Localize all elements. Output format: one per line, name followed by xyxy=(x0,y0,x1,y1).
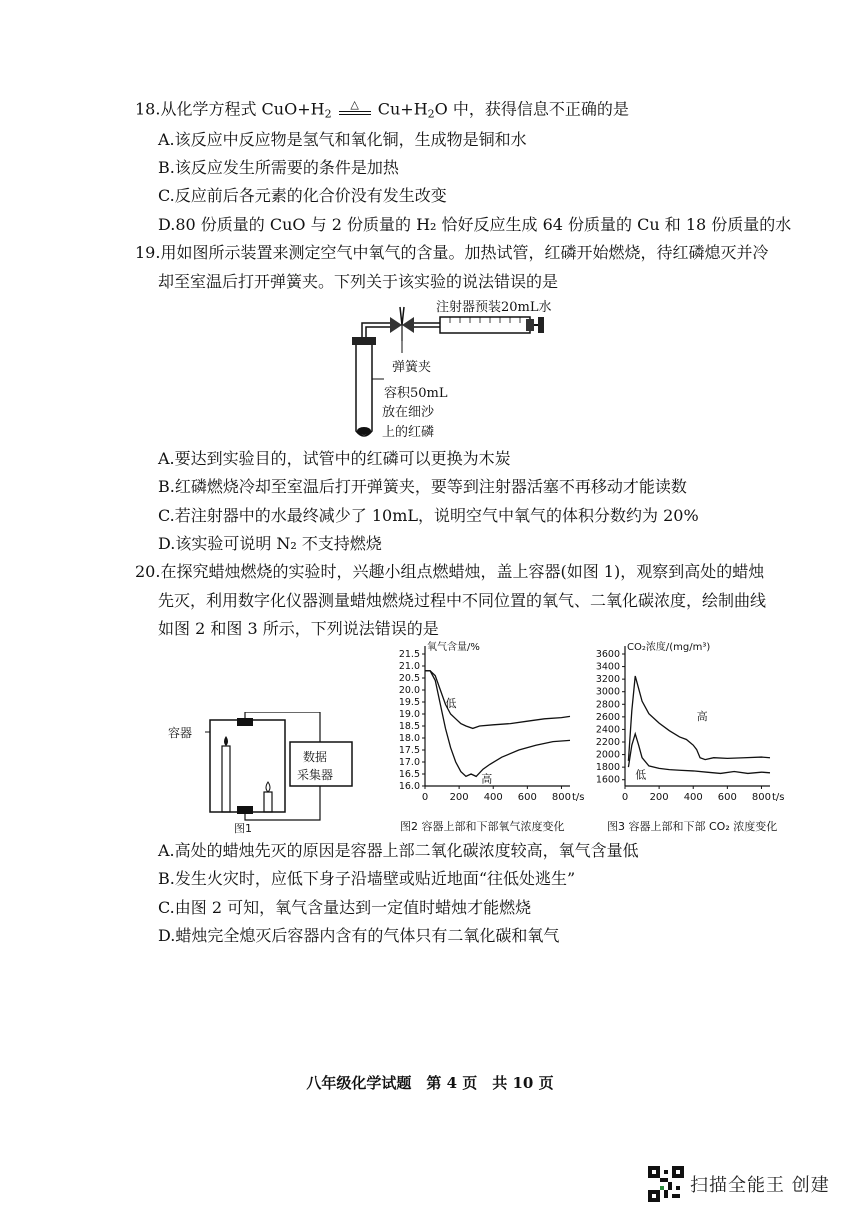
x-tick-label: 200 xyxy=(649,792,669,803)
q20-stem-line2: 先灭，利用数字化仪器测量蜡烛燃烧过程中不同位置的氧气、二氧化碳浓度，绘制曲线 xyxy=(158,591,767,610)
x-tick-label: 400 xyxy=(683,792,703,803)
y-tick-label: 20.0 xyxy=(398,685,420,696)
fig1-container-diagram xyxy=(205,712,365,822)
y-tick-label: 16.0 xyxy=(398,781,420,792)
delta-symbol: △ xyxy=(350,98,359,111)
q18-stem-c: O 中，获得信息不正确的是 xyxy=(434,99,629,119)
y-tick-label: 19.0 xyxy=(398,709,420,720)
series-label-1: 低 xyxy=(635,768,647,782)
q19-option-a: A.要达到实验目的，试管中的红磷可以更换为木炭 xyxy=(158,449,511,468)
y-tick-label: 2600 xyxy=(595,711,620,723)
x-tick-label: 600 xyxy=(717,792,737,803)
y-tick-label: 17.5 xyxy=(398,745,420,756)
y-tick-label: 18.5 xyxy=(398,721,420,732)
x-tick-label: 0 xyxy=(421,792,429,803)
fig1-container-label: 容器 xyxy=(168,726,193,740)
x-tick-label: 400 xyxy=(483,792,503,803)
y-tick-label: 17.0 xyxy=(398,757,420,768)
q19-option-b: B.红磷燃烧冷却至室温后打开弹簧夹，要等到注射器活塞不再移动才能读数 xyxy=(158,477,687,496)
series-line-1 xyxy=(628,734,770,774)
q19-stem-line1: 19.用如图所示装置来测定空气中氧气的含量。加热试管，红磷开始燃烧，待红磷熄灭并冷 xyxy=(135,243,769,262)
q18-stem-b: Cu+H xyxy=(377,99,428,119)
y-axis-label: CO₂浓度/(mg/m³) xyxy=(627,642,711,653)
y-tick-label: 3400 xyxy=(595,661,620,673)
q20-stem-line3: 如图 2 和图 3 所示，下列说法错误的是 xyxy=(158,619,439,638)
x-axis-label: t/s xyxy=(772,792,785,803)
y-tick-label: 3000 xyxy=(595,686,620,698)
x-tick-label: 200 xyxy=(449,792,469,803)
fig3-caption: 图3 容器上部和下部 CO₂ 浓度变化 xyxy=(607,820,778,833)
q18-option-c: C.反应前后各元素的化合价没有发生改变 xyxy=(158,186,447,205)
q18-option-b: B.该反应发生所需要的条件是加热 xyxy=(158,158,399,177)
q20-stem-line1: 20.在探究蜡烛燃烧的实验时，兴趣小组点燃蜡烛，盖上容器(如图 1)，观察到高处的蜡烛 xyxy=(135,562,765,581)
q19-option-d: D.该实验可说明 N₂ 不支持燃烧 xyxy=(158,534,382,553)
q20-option-d: D.蜡烛完全熄灭后容器内含有的气体只有二氧化碳和氧气 xyxy=(158,926,560,945)
x-tick-label: 600 xyxy=(517,792,537,803)
q20-option-a: A.高处的蜡烛先灭的原因是容器上部二氧化碳浓度较高，氧气含量低 xyxy=(158,841,639,860)
y-tick-label: 2200 xyxy=(595,737,620,748)
x-tick-label: 800 xyxy=(551,792,572,803)
x-axis-label: t/s xyxy=(572,792,585,803)
y-tick-label: 3200 xyxy=(595,674,620,686)
y-tick-label: 18.0 xyxy=(398,733,420,744)
series-label-0: 高 xyxy=(696,710,708,723)
syringe-label: 注射器预装20mL水 xyxy=(436,300,552,315)
sand-label-1: 放在细沙 xyxy=(382,405,435,420)
y-tick-label: 16.5 xyxy=(398,769,420,780)
q18-stem xyxy=(135,98,629,126)
q19-stem-line2: 却至室温后打开弹簧夹。下列关于该实验的说法错误的是 xyxy=(158,272,559,291)
page-footer: 八年级化学试题 第 4 页 共 10 页 xyxy=(306,1074,554,1092)
y-tick-label: 21.0 xyxy=(398,661,420,672)
sand-label-2: 上的红磷 xyxy=(382,425,435,440)
x-tick-label: 0 xyxy=(621,792,629,803)
clamp-label: 弹簧夹 xyxy=(392,360,432,375)
y-tick-label: 2800 xyxy=(595,699,620,711)
watermark-text: 扫描全能王 创建 xyxy=(690,1175,830,1196)
x-tick-label: 800 xyxy=(751,792,772,803)
y-tick-label: 1600 xyxy=(595,774,620,786)
q18-sub: 2 xyxy=(324,107,332,121)
scanner-watermark xyxy=(648,1166,830,1202)
qr-code-icon xyxy=(648,1166,684,1202)
q18-sub2: 2 xyxy=(427,107,435,121)
series-label-0: 低 xyxy=(445,696,457,710)
y-tick-label: 19.5 xyxy=(398,697,420,708)
y-tick-label: 2400 xyxy=(595,724,620,736)
y-tick-label: 2000 xyxy=(595,749,620,761)
y-axis-label: 氧气含量/% xyxy=(427,642,480,653)
q20-option-c: C.由图 2 可知，氧气含量达到一定值时蜡烛才能燃烧 xyxy=(158,898,532,917)
fig1-collector-label-2: 采集器 xyxy=(297,768,334,782)
y-tick-label: 21.5 xyxy=(398,649,420,660)
y-tick-label: 20.5 xyxy=(398,673,420,684)
series-label-1: 高 xyxy=(481,772,493,786)
fig1-caption: 图1 xyxy=(234,822,252,835)
volume-label: 容积50mL xyxy=(384,386,448,401)
fig2-oxygen-chart xyxy=(385,636,590,816)
y-tick-label: 3600 xyxy=(595,649,620,660)
fig1-collector-label-1: 数据 xyxy=(303,750,328,764)
y-tick-label: 1800 xyxy=(595,762,620,774)
fig2-caption: 图2 容器上部和下部氧气浓度变化 xyxy=(400,820,565,833)
q19-option-c: C.若注射器中的水最终减少了 10mL，说明空气中氧气的体积分数约为 20% xyxy=(158,506,699,525)
q18-option-a: A.该反应中反应物是氢气和氧化铜，生成物是铜和水 xyxy=(158,130,527,149)
q20-option-b: B.发生火灾时，应低下身子沿墙壁或贴近地面“往低处逃生” xyxy=(158,869,576,888)
fig3-co2-chart xyxy=(585,636,790,816)
q19-apparatus-figure xyxy=(330,295,560,445)
q18-option-d: D.80 份质量的 CuO 与 2 份质量的 H₂ 恰好反应生成 64 份质量的 Cu 和 18 份质量的水 xyxy=(158,215,792,234)
q18-stem-a: 18.从化学方程式 CuO+H xyxy=(135,99,325,119)
series-line-1 xyxy=(425,671,570,777)
